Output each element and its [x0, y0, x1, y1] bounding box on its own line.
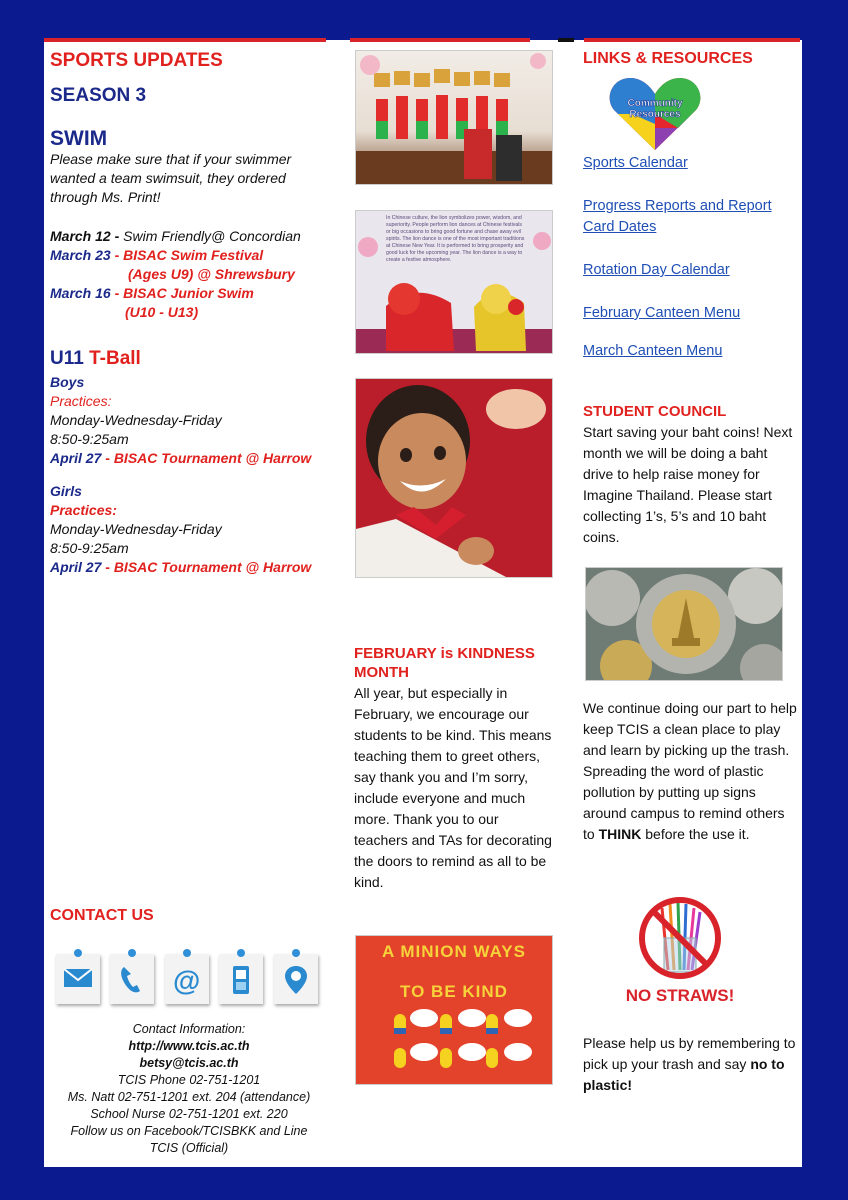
contact-line: Contact Information: [132, 1022, 246, 1036]
event-sep: - [110, 285, 124, 301]
closing-text-part: Please help us by remembering to pick up your trash and say [583, 1035, 796, 1072]
event-text: BISAC Swim Festival [123, 247, 264, 263]
swim-note: Please make sure that if your swimmer wanted a team swimsuit, they ordered through Ms. Print! [50, 151, 292, 205]
no-straws-label: NO STRAWS! [625, 986, 735, 1005]
trash-text-part: We continue doing our part to help keep TCIS a clean place to play and learn by picking up the trash. Spreading the word of plastic pollution by putting up signs around campus to remind others to [583, 700, 797, 842]
trash-text [583, 698, 799, 845]
contact-info [44, 1021, 334, 1157]
practices-label: Practices: [50, 502, 117, 518]
contact-title: CONTACT US [50, 907, 154, 924]
minion-banner-line2: TO BE KIND [400, 982, 508, 1001]
event-sep: - [110, 247, 124, 263]
svg-text:@: @ [172, 965, 201, 996]
kindness-text: All year, but especially in February, we encourage our students to be kind. This means teaching them to greet others, say thank you and I’m sorry, include everyone and much more. Thank you to our teachers and TAs for decorating the doors to remind as all to be kind. [354, 685, 552, 890]
sports-title: SPORTS UPDATES [50, 50, 223, 71]
event-date: March 12 [50, 228, 111, 244]
think-emphasis: THINK [598, 826, 642, 842]
stage-performance-photo [355, 50, 553, 185]
event-row [50, 227, 330, 246]
website-link[interactable]: http://www.tcis.ac.th [128, 1039, 250, 1053]
swim-heading: SWIM [50, 127, 108, 150]
contact-line: Follow us on Facebook/TCISBKK and Line [70, 1124, 308, 1138]
event-date: April 27 [50, 450, 102, 466]
event-text-cont: (U10 - U13) [125, 304, 199, 320]
swim-events [50, 227, 330, 322]
practice-days: Monday-Wednesday-Friday [50, 412, 222, 428]
minion-door-photo [355, 935, 553, 1085]
event-text: BISAC Junior Swim [123, 285, 254, 301]
council-text: Start saving your baht coins! Next month we will be doing a baht drive to help raise money for Imagine Thailand. Please start collecting 1’s, 5’s and 10 baht coins. [583, 424, 793, 545]
practices-label: Practices: [50, 393, 112, 409]
event-sep: - [101, 559, 114, 575]
practice-time: 8:50-9:25am [50, 540, 129, 556]
boys-block [50, 373, 330, 468]
season-heading: SEASON 3 [50, 85, 147, 106]
tball-heading [50, 348, 141, 370]
top-accent-bars [44, 38, 802, 42]
contact-line: Ms. Natt 02-751-1201 ext. 204 (attendance) [67, 1090, 311, 1104]
mail-icon [56, 954, 100, 1004]
badge-label: Community Resources [627, 98, 683, 120]
closing-text [583, 1033, 799, 1096]
smiling-child-photo [355, 378, 553, 578]
event-row [50, 284, 330, 303]
mobile-icon [219, 954, 263, 1004]
event-date: March 23 [50, 247, 111, 263]
contact-line: TCIS Phone 02-751-1201 [117, 1073, 261, 1087]
community-resources-badge [608, 74, 702, 152]
tball-title: T-Ball [89, 348, 141, 369]
sports-calendar-link[interactable]: Sports Calendar [583, 155, 688, 171]
tball-prefix: U11 [50, 348, 84, 369]
baht-coins-photo [585, 567, 783, 681]
girls-label: Girls [50, 483, 82, 499]
contact-line: School Nurse 02-751-1201 ext. 220 [90, 1107, 288, 1121]
lion-panel-text: In Chinese culture, the lion symbolizes power, wisdom, and superiority. People perform lion dances at Chinese festivals or big occasions to bring good fortune and chase away evil spirits. The lion dance is one of the most important traditions at Chinese New Year. It is performed to bring prosperity and good luck for the upcoming year. The lion dance is a way to create a festive atmosphere. [386, 215, 525, 263]
progress-reports-link[interactable]: Progress Reports and Report Card Dates [583, 198, 772, 235]
contact-icons [56, 954, 276, 1014]
resources-title: LINKS & RESOURCES [583, 50, 753, 67]
email-link[interactable]: betsy@tcis.ac.th [139, 1056, 239, 1070]
event-row [50, 246, 330, 265]
no-plastic-emphasis: no to plastic! [583, 1056, 785, 1093]
council-title: STUDENT COUNCIL [583, 403, 727, 420]
event-text-cont: (Ages U9) @ Shrewsbury [128, 266, 295, 282]
february-canteen-menu-link[interactable]: February Canteen Menu [583, 305, 741, 321]
event-date: April 27 [50, 559, 102, 575]
girls-block [50, 482, 330, 577]
event-sep: - [110, 228, 124, 244]
event-date: March 16 [50, 285, 111, 301]
minion-banner-line1: A MINION WAYS [382, 942, 526, 961]
contact-line: TCIS (Official) [149, 1141, 229, 1155]
event-text: BISAC Tournament @ Harrow [113, 559, 312, 575]
lion-dance-photo [355, 210, 553, 354]
location-icon [274, 954, 318, 1004]
event-text: Swim Friendly@ Concordian [123, 228, 301, 244]
practice-days: Monday-Wednesday-Friday [50, 521, 222, 537]
no-straws-sign [620, 886, 740, 1010]
trash-text-part: before the use it. [641, 826, 750, 842]
event-text: BISAC Tournament @ Harrow [113, 450, 312, 466]
boys-label: Boys [50, 374, 85, 390]
phone-icon [110, 954, 154, 1004]
march-canteen-menu-link[interactable]: March Canteen Menu [583, 343, 723, 359]
at-icon [165, 954, 209, 1004]
practice-time: 8:50-9:25am [50, 431, 129, 447]
rotation-day-calendar-link[interactable]: Rotation Day Calendar [583, 262, 730, 278]
kindness-title: FEBRUARY is KINDNESS MONTH [354, 645, 535, 681]
event-sep: - [101, 450, 114, 466]
